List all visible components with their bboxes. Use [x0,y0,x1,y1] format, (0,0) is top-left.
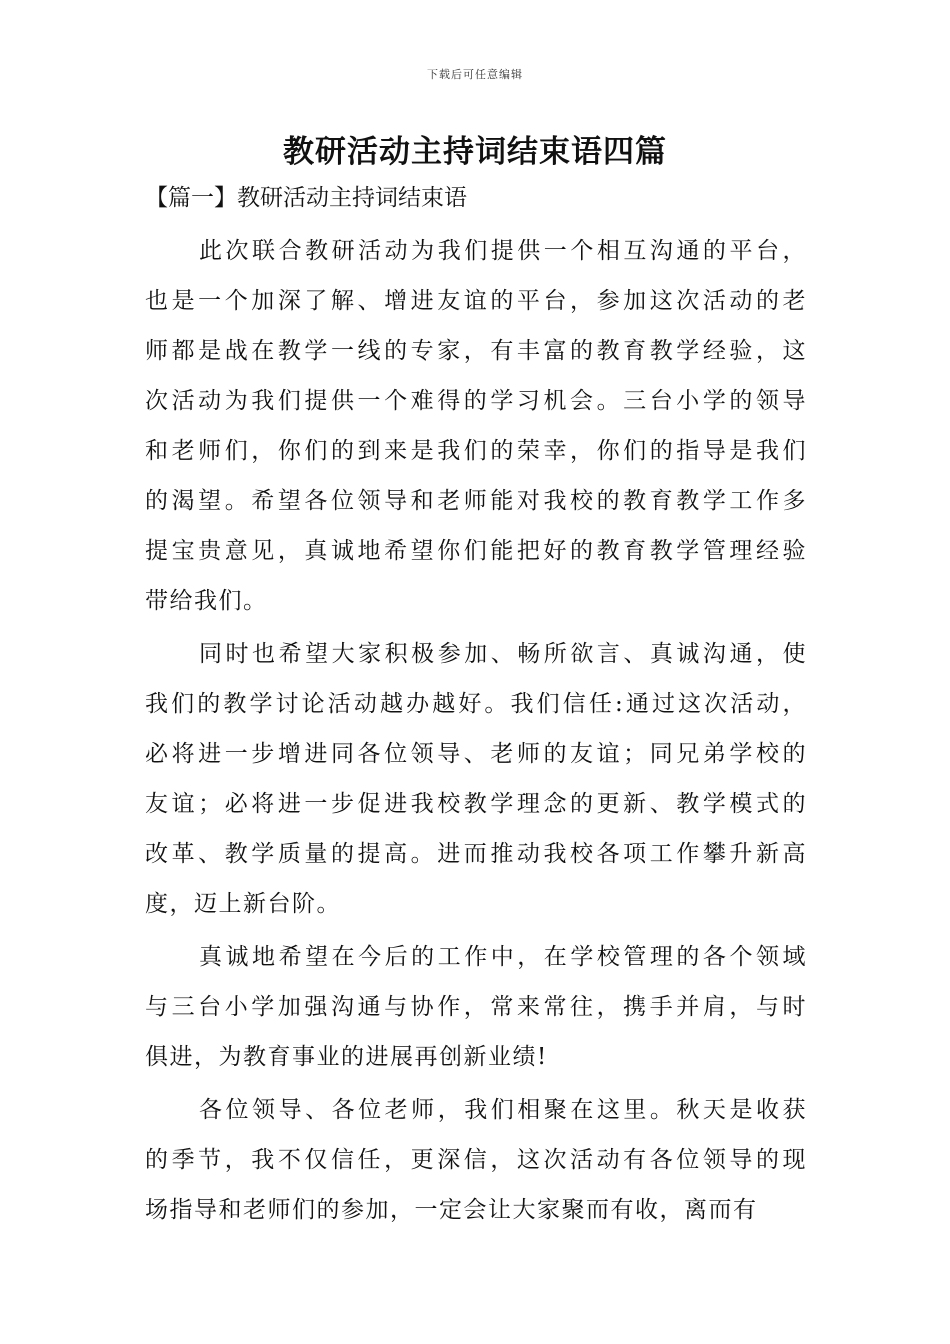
paragraph [145,629,807,929]
paragraph-line: 必将进一步增进同各位领导、老师的友谊；同兄弟学校的 [145,741,807,767]
paragraph-line: 的渴望。希望各位领导和老师能对我校的教育教学工作多 [145,488,807,514]
paragraph-line: 场指导和老师们的参加，一定会让大家聚而有收，离而有 [145,1197,758,1223]
paragraph [145,1085,807,1235]
paragraph-line: 同时也希望大家积极参加、畅所欲言、真诚沟通，使 [199,641,807,667]
document-body [145,226,807,1238]
paragraph-line: 带给我们。 [145,588,268,614]
header-note: 下载后可任意编辑 [427,68,523,81]
paragraph-line: 提宝贵意见，真诚地希望你们能把好的教育教学管理经验 [145,538,807,564]
paragraph-line: 改革、教学质量的提高。进而推动我校各项工作攀升新高 [145,841,807,867]
paragraph-line: 度，迈上新台阶。 [145,891,341,917]
paragraph-line: 次活动为我们提供一个难得的学习机会。三台小学的领导 [145,388,807,414]
paragraph-line: 各位领导、各位老师，我们相聚在这里。秋天是收获 [199,1097,807,1123]
paragraph [145,932,807,1082]
paragraph-line: 的季节，我不仅信任，更深信，这次活动有各位领导的现 [145,1147,807,1173]
paragraph-line: 真诚地希望在今后的工作中，在学校管理的各个领域 [199,944,807,970]
paragraph-line: 师都是战在教学一线的专家，有丰富的教育教学经验，这 [145,338,807,364]
paragraph [145,226,807,626]
paragraph-line: 此次联合教研活动为我们提供一个相互沟通的平台， [199,238,807,264]
section-heading: 【篇一】教研活动主持词结束语 [145,185,467,211]
paragraph-line: 俱进，为教育事业的进展再创新业绩! [145,1044,548,1070]
paragraph-line: 友谊；必将进一步促进我校教学理念的更新、教学模式的 [145,791,807,817]
document-title: 教研活动主持词结束语四篇 [283,134,667,170]
paragraph-line: 和老师们，你们的到来是我们的荣幸，你们的指导是我们 [145,438,807,464]
paragraph-line: 我们的教学讨论活动越办越好。我们信任:通过这次活动， [145,691,807,717]
paragraph-line: 也是一个加深了解、增进友谊的平台，参加这次活动的老 [145,288,807,314]
paragraph-line: 与三台小学加强沟通与协作，常来常往，携手并肩，与时 [145,994,807,1020]
